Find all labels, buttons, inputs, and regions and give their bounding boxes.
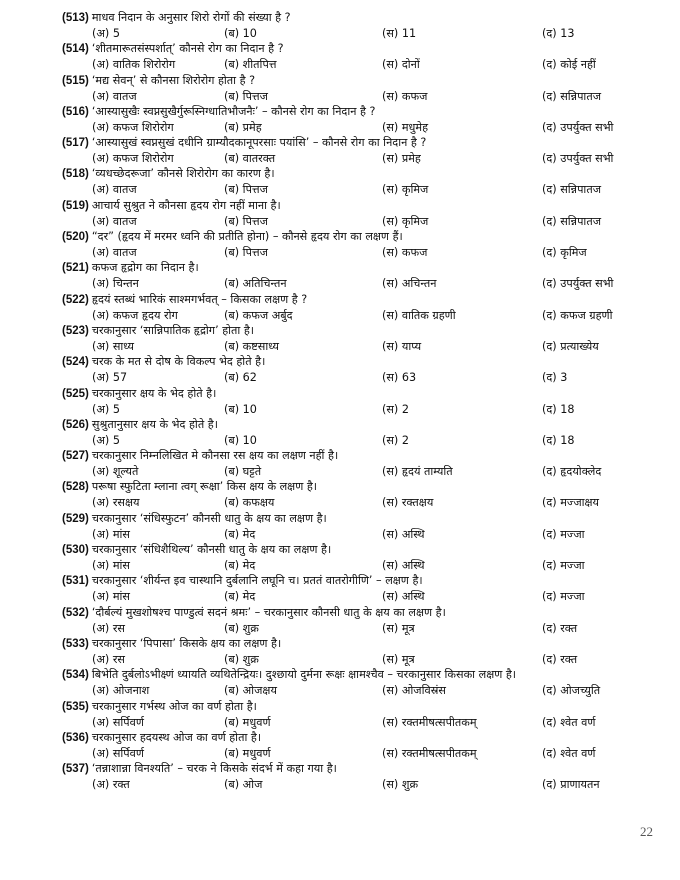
question-text: चरकानुसार हदयस्थ ओज का वर्ण होता है।	[91, 730, 262, 744]
question-number: (537)	[62, 763, 89, 776]
answer-option: (अ) सर्पिवर्ण	[92, 746, 144, 760]
question-text: ‘तन्नाशान्ना विनश्यति’ – चरक ने किसके संदर्भ में कहा गया है।	[91, 762, 337, 776]
answer-option: (स) 2	[382, 433, 409, 447]
question-text: परूषा स्फुटिता म्लाना त्वग् रूक्षा’ किस क्षय के लक्षण है।	[91, 480, 318, 494]
question-text: ‘आस्यासुखैः स्वप्नसुखैर्गुरूस्निग्धातिभौजनैः’ – कौनसे रोग का निदान है ?	[91, 104, 376, 118]
question-number: (522)	[62, 293, 89, 306]
answer-option: (द) 18	[542, 433, 575, 447]
question-number: (515)	[62, 74, 89, 87]
answer-option: (अ) 5	[92, 27, 120, 40]
question-number: (528)	[62, 481, 89, 494]
question-stem	[62, 699, 257, 715]
question-number: (523)	[62, 324, 89, 337]
question-number: (536)	[62, 731, 89, 744]
question-item	[62, 730, 622, 761]
question-item	[62, 761, 622, 792]
question-text: चरकानुसार क्षय के भेद होते है।	[91, 386, 217, 400]
answer-option: (ब) मेद	[224, 527, 256, 541]
question-number: (518)	[62, 168, 89, 181]
answer-option: (अ) ओजनाश	[92, 684, 150, 698]
answer-option: (अ) सर्पिवर्ण	[92, 715, 144, 729]
answer-option: (द) सन्निपातज	[542, 214, 601, 228]
answer-option: (अ) साध्य	[92, 339, 134, 353]
answer-option: (द) 13	[542, 27, 575, 40]
answer-option: (अ) वातिक शिरोरोग	[92, 58, 176, 72]
question-item	[62, 198, 622, 229]
question-stem	[62, 229, 403, 245]
question-text: “दर” (हृदय में मरमर ध्वनि की प्रतीति होना) – कौनसे हृदय रोग का लक्षण हैं।	[91, 230, 403, 244]
answer-option: (ब) अतिचिन्तन	[224, 277, 287, 291]
question-stem	[62, 479, 317, 495]
question-text: ‘आस्यासुखं स्वप्नसुखं दधीनि ग्राम्यौदकानूपरसाः पयांसि’ – कौनसे रोग का निदान है ?	[91, 136, 427, 150]
answer-option: (स) हृदयं ताम्यति	[382, 465, 453, 479]
answer-option: (ब) 10	[224, 27, 257, 40]
answer-option: (ब) घट्टते	[224, 465, 262, 479]
question-item	[62, 260, 622, 291]
answer-option: (अ) कफज शिरोरोग	[92, 120, 174, 134]
answer-option: (ब) पित्तज	[224, 89, 268, 103]
answer-option: (ब) मधुवर्ण	[224, 746, 271, 760]
question-stem	[62, 41, 284, 57]
question-stem	[62, 73, 255, 89]
question-stem	[62, 354, 265, 370]
question-text: आचार्य सुश्रुत ने कौनसा हृदय रोग नहीं माना है।	[91, 198, 281, 212]
answer-option: (अ) वातज	[92, 246, 137, 260]
question-stem	[62, 542, 331, 558]
question-number: (529)	[62, 512, 89, 525]
answer-option: (स) अस्थि	[382, 559, 425, 573]
question-stem	[62, 761, 337, 777]
answer-option: (ब) मेद	[224, 559, 256, 573]
question-item	[62, 511, 622, 542]
answer-option: (स) मूत्र	[382, 621, 415, 635]
answer-option: (ब) 10	[224, 402, 257, 416]
question-number: (524)	[62, 356, 89, 369]
answer-option: (स) शुक्र	[382, 778, 419, 792]
question-stem	[62, 260, 199, 276]
question-text: ‘मद्य सेवन्’ से कौनसा शिरोरोग होता है ?	[91, 73, 256, 87]
answer-option: (ब) प्रमेह	[224, 120, 262, 134]
answer-option: (अ) कफज शिरोरोग	[92, 152, 174, 166]
question-stem	[62, 292, 307, 308]
question-number: (513)	[62, 12, 89, 24]
answer-option: (द) कफज ग्रहणी	[542, 308, 613, 322]
answer-option: (अ) मांस	[92, 590, 130, 604]
answer-option: (द) ओजच्युति	[542, 684, 601, 698]
question-text: चरक के मत से दोष के विकल्प भेद होते है।	[91, 355, 266, 369]
question-text: बिभेति दुर्बलोऽभीक्ष्णं ध्यायति व्यथितेन्द्रियः। दुश्छायो दुर्मना रूक्षः क्षामश्चैव – चरकानुसार किसका लक्षण है।	[91, 668, 517, 682]
answer-option: (अ) 5	[92, 402, 120, 416]
page-number: 22	[640, 824, 653, 839]
answer-option: (द) कोई नहीं	[542, 58, 596, 72]
question-stem	[62, 730, 261, 746]
answer-option: (ब) ओज	[224, 778, 263, 792]
answer-option: (ब) 62	[224, 371, 257, 385]
question-stem	[62, 573, 423, 589]
answer-option: (द) उपर्युक्त सभी	[542, 152, 614, 166]
answer-option: (अ) शूल्यते	[92, 465, 139, 479]
answer-option: (द) 18	[542, 402, 575, 416]
answer-option: (अ) रस	[92, 621, 125, 635]
answer-option: (स) 2	[382, 402, 409, 416]
question-stem	[62, 636, 281, 652]
question-stem	[62, 323, 254, 339]
answer-option: (ब) मधुवर्ण	[224, 715, 271, 729]
question-item	[62, 667, 622, 698]
answer-option: (स) कफज	[382, 246, 428, 260]
question-number: (532)	[62, 606, 89, 619]
question-list	[62, 10, 622, 792]
answer-option: (द) मज्जाक्षय	[542, 496, 600, 510]
answer-option: (ब) 10	[224, 433, 257, 447]
question-item	[62, 417, 622, 448]
question-stem	[62, 135, 426, 151]
answer-option: (द) प्रत्याख्येय	[542, 339, 599, 353]
answer-option: (स) अस्थि	[382, 527, 425, 541]
answer-option: (अ) वातज	[92, 89, 137, 103]
question-number: (534)	[62, 669, 89, 682]
question-number: (517)	[62, 137, 89, 150]
question-stem	[62, 417, 218, 433]
question-text: माधव निदान के अनुसार शिरो रोगों की संख्या है ?	[91, 11, 291, 24]
question-item	[62, 542, 622, 573]
answer-option: (स) 63	[382, 371, 417, 385]
answer-option: (अ) 5	[92, 433, 120, 447]
question-number: (530)	[62, 544, 89, 557]
answer-option: (ब) वातरक्त	[224, 152, 276, 166]
question-stem	[62, 511, 327, 527]
question-text: सुश्रुतानुसार क्षय के भेद होते है।	[91, 417, 218, 431]
question-text: चरकानुसार ‘शीर्यन्त इव चास्थानि दुर्बलानि लघूनि च। प्रततं वातरोगीणि’ – लक्षण है।	[91, 574, 423, 588]
answer-option: (अ) चिन्तन	[92, 277, 139, 291]
question-text: ‘व्यधच्छेदरूजा’ कौनसे शिरोरोग का कारण है।	[91, 167, 275, 181]
question-number: (525)	[62, 387, 89, 400]
question-item	[62, 292, 622, 323]
answer-option: (द) मज्जा	[542, 559, 585, 573]
answer-option: (अ) वातज	[92, 214, 137, 228]
question-item	[62, 605, 622, 636]
answer-option: (द) मज्जा	[542, 590, 585, 604]
answer-option: (ब) शुक्र	[224, 621, 259, 635]
question-stem	[62, 166, 275, 182]
answer-option: (स) अस्थि	[382, 590, 425, 604]
answer-option: (द) श्वेत वर्ण	[542, 715, 596, 729]
answer-option: (अ) मांस	[92, 559, 130, 573]
answer-option: (ब) कष्टसाध्य	[224, 339, 279, 353]
question-number: (527)	[62, 450, 89, 463]
question-item	[62, 104, 622, 135]
answer-option: (द) मज्जा	[542, 527, 585, 541]
answer-option: (ब) कफक्षय	[224, 496, 275, 510]
question-number: (531)	[62, 575, 89, 588]
answer-option: (ब) पित्तज	[224, 183, 268, 197]
answer-option: (स) याप्य	[382, 339, 422, 353]
question-stem	[62, 667, 516, 683]
answer-option: (अ) रक्त	[92, 778, 130, 792]
question-item	[62, 636, 622, 667]
question-text: ‘शीतमारूतसंस्पर्शात्’ कौनसे रोग का निदान है ?	[91, 42, 284, 56]
question-number: (514)	[62, 43, 89, 56]
answer-option: (अ) वातज	[92, 183, 137, 197]
answer-option: (द) 3	[542, 371, 568, 385]
answer-option: (ब) पित्तज	[224, 214, 268, 228]
answer-option: (द) रक्त	[542, 621, 578, 635]
answer-option: (स) रक्तमीषत्सपीतकम्	[382, 715, 477, 729]
question-text: चरकानुसार निम्नलिखित मे कौनसा रस क्षय का लक्षण नहीं है।	[91, 449, 339, 463]
question-stem	[62, 386, 216, 402]
answer-option: (स) दोनों	[382, 58, 420, 72]
question-item	[62, 573, 622, 604]
answer-option: (ब) कफज अर्बुद	[224, 308, 293, 322]
question-number: (533)	[62, 637, 89, 650]
question-item	[62, 135, 622, 166]
question-stem	[62, 448, 338, 464]
answer-option: (अ) 57	[92, 371, 128, 385]
question-number: (526)	[62, 418, 89, 431]
question-text: चरकानुसार ‘संधिस्फुटन’ कौनसी धातु के क्षय का लक्षण है।	[91, 511, 327, 525]
answer-option: (अ) मांस	[92, 527, 130, 541]
answer-option: (द) प्राणायतन	[542, 778, 600, 792]
answer-option: (अ) कफज हृदय रोग	[92, 308, 178, 322]
answer-option: (द) रक्त	[542, 652, 578, 666]
answer-option: (स) रक्तमीषत्सपीतकम्	[382, 746, 477, 760]
question-item	[62, 323, 622, 354]
question-text: चरकानुसार गर्भस्थ ओज का वर्ण होता है।	[91, 699, 257, 713]
question-item	[62, 229, 622, 260]
answer-option: (ब) मेद	[224, 590, 256, 604]
question-number: (535)	[62, 700, 89, 713]
question-item	[62, 10, 622, 41]
answer-option: (द) उपर्युक्त सभी	[542, 120, 614, 134]
answer-option: (स) वातिक ग्रहणी	[382, 308, 456, 322]
answer-option: (द) श्वेत वर्ण	[542, 746, 596, 760]
question-number: (521)	[62, 262, 89, 275]
question-stem	[62, 10, 291, 26]
answer-option: (स) अचिन्तन	[382, 277, 437, 291]
question-item	[62, 386, 622, 417]
answer-option: (द) हृदयोक्लेद	[542, 465, 602, 479]
question-item	[62, 448, 622, 479]
answer-option: (ब) ओजक्षय	[224, 684, 277, 698]
question-item	[62, 166, 622, 197]
question-number: (516)	[62, 105, 89, 118]
question-text: चरकानुसार ‘संधिशैथिल्य’ कौनसी धातु के क्षय का लक्षण है।	[91, 543, 332, 557]
answer-option: (स) कफज	[382, 89, 428, 103]
answer-option: (अ) रसक्षय	[92, 496, 140, 510]
question-item	[62, 479, 622, 510]
answer-option: (स) मूत्र	[382, 652, 415, 666]
answer-option: (स) प्रमेह	[382, 152, 421, 166]
answer-option: (स) कृमिज	[382, 183, 429, 197]
question-text: चरकानुसार ‘पिपासा’ किसके क्षय का लक्षण है।	[91, 636, 282, 650]
answer-option: (ब) शुक्र	[224, 652, 259, 666]
question-stem	[62, 198, 281, 214]
answer-option: (स) रक्तक्षय	[382, 496, 434, 510]
question-number: (520)	[62, 231, 89, 244]
answer-option: (द) सन्निपातज	[542, 183, 601, 197]
question-number: (519)	[62, 199, 89, 212]
answer-option: (स) 11	[382, 27, 417, 40]
answer-option: (द) सन्निपातज	[542, 89, 601, 103]
answer-option: (स) कृमिज	[382, 214, 429, 228]
answer-option: (ब) शीतपित्त	[224, 58, 277, 72]
answer-option: (स) मधुमेह	[382, 120, 429, 134]
answer-option: (स) ओजविस्रंस	[382, 684, 446, 698]
question-item	[62, 41, 622, 72]
question-stem	[62, 104, 375, 120]
answer-option: (द) उपर्युक्त सभी	[542, 277, 614, 291]
question-item	[62, 73, 622, 104]
question-item	[62, 354, 622, 385]
question-text: हृदयं स्तब्धं भारिकं साश्मगर्भवत् – किसका लक्षण है ?	[91, 292, 308, 306]
answer-option: (अ) रस	[92, 652, 125, 666]
answer-option: (ब) पित्तज	[224, 246, 268, 260]
answer-option: (द) कृमिज	[542, 246, 587, 260]
question-text: ‘दौर्बल्यं मुखशोषश्च पाण्डुत्वं सदनं श्रमः’ – चरकानुसार कौनसी धातु के क्षय का लक्षण है।	[91, 605, 446, 619]
question-item	[62, 699, 622, 730]
question-stem	[62, 605, 446, 621]
question-text: चरकानुसार ‘सान्निपातिक हृद्रोग’ होता है।	[91, 323, 255, 337]
question-text: कफज हृद्रोग का निदान है।	[91, 261, 199, 275]
